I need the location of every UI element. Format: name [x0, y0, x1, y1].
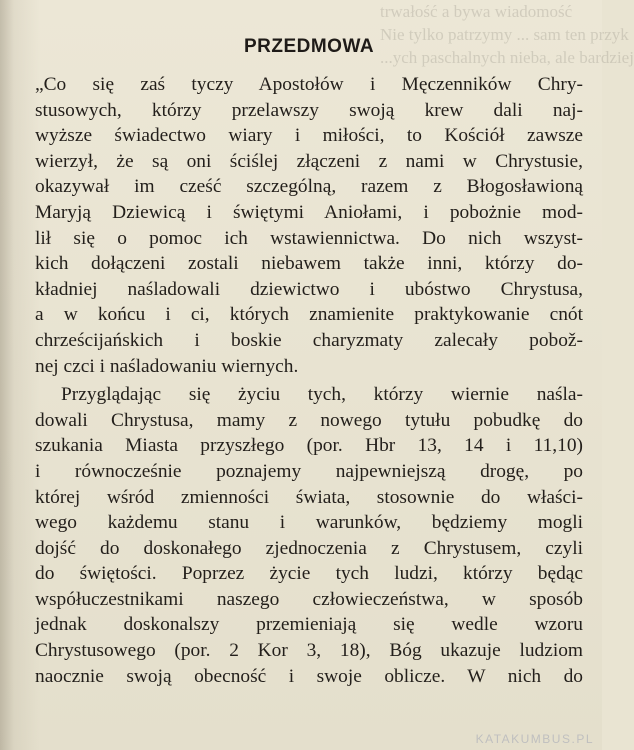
paragraph-2 [35, 382, 583, 689]
text-line: dojść do doskonałego zjednoczenia z Chrystusem, czyli [35, 537, 583, 559]
text-line: wierzył, że są oni ściślej złączeni z nami w Chrystusie, [35, 150, 583, 172]
text-line: chrześcijańskich i boskie charyzmaty zalecały pobož- [35, 329, 583, 351]
text-line: stusowych, którzy przelawszy swoją krew dali naj- [35, 99, 583, 121]
body-text [35, 72, 583, 689]
text-line: jednak doskonalszy przemieniają się wedle wzoru [35, 614, 583, 636]
text-line: kładniej naśladowali dziewictwo i ubóstwo Chrystusa, [35, 278, 583, 300]
text-line: wego każdemu stanu i warunków, będziemy mogli [35, 512, 583, 534]
text-line: której wśród zmienności świata, stosownie do właści- [35, 486, 583, 508]
paragraph-1 [35, 72, 583, 379]
text-line: lił się o pomoc ich wstawiennictwa. Do nich wszyst- [35, 227, 583, 249]
text-line: Chrystusowego (por. 2 Kor 3, 18), Bóg ukazuje ludziom [35, 640, 583, 662]
text-line: wyższe świadectwo wiary i miłości, to Kościół zawsze [35, 125, 583, 147]
page-title: PRZEDMOWA [243, 36, 375, 57]
text-line: Przyglądając się życiu tych, którzy wiernie naśla- [61, 384, 583, 406]
bleed-line: trwałość a bywa wiadomość [380, 2, 573, 21]
text-line: szukania Miasta przyszłego (por. Hbr 13, 14 i 11,10) [35, 435, 583, 457]
text-line: nej czci i naśladowaniu wiernych. [35, 355, 299, 377]
bleed-line: Nie tylko patrzymy ... sam ten przyk [380, 25, 629, 44]
text-line: kich dołączeni zostali niebawem także inni, którzy do- [35, 253, 583, 275]
text-line: okazywał im cześć szczególną, razem z Błogosławioną [35, 176, 583, 198]
text-line: współuczestnikami naszego człowieczeństwa, w sposób [35, 588, 583, 610]
text-line: i równocześnie poznajemy najpewniejszą drogę, po [35, 460, 583, 482]
bleed-through-text [380, 0, 634, 70]
text-line: a w końcu i ci, których znamienite praktykowanie cnót [35, 304, 583, 326]
text-line: „Co się zaś tyczy Apostołów i Męczenników Chry- [35, 74, 583, 95]
text-line: Maryją Dziewicą i świętymi Aniołami, i pobożnie mod- [35, 201, 583, 223]
text-line: naocznie swoją obecność i swoje oblicze. W nich do [35, 665, 583, 687]
bleed-line: ...ych paschalnych nieba, ale bardziej [380, 48, 634, 67]
watermark: KATAKUMBUS.PL [475, 732, 594, 746]
text-line: dowali Chrystusa, mamy z nowego tytułu pobudkę do [35, 409, 583, 431]
text-line: do świętości. Poprzez życie tych ludzi, którzy będąc [35, 563, 583, 585]
